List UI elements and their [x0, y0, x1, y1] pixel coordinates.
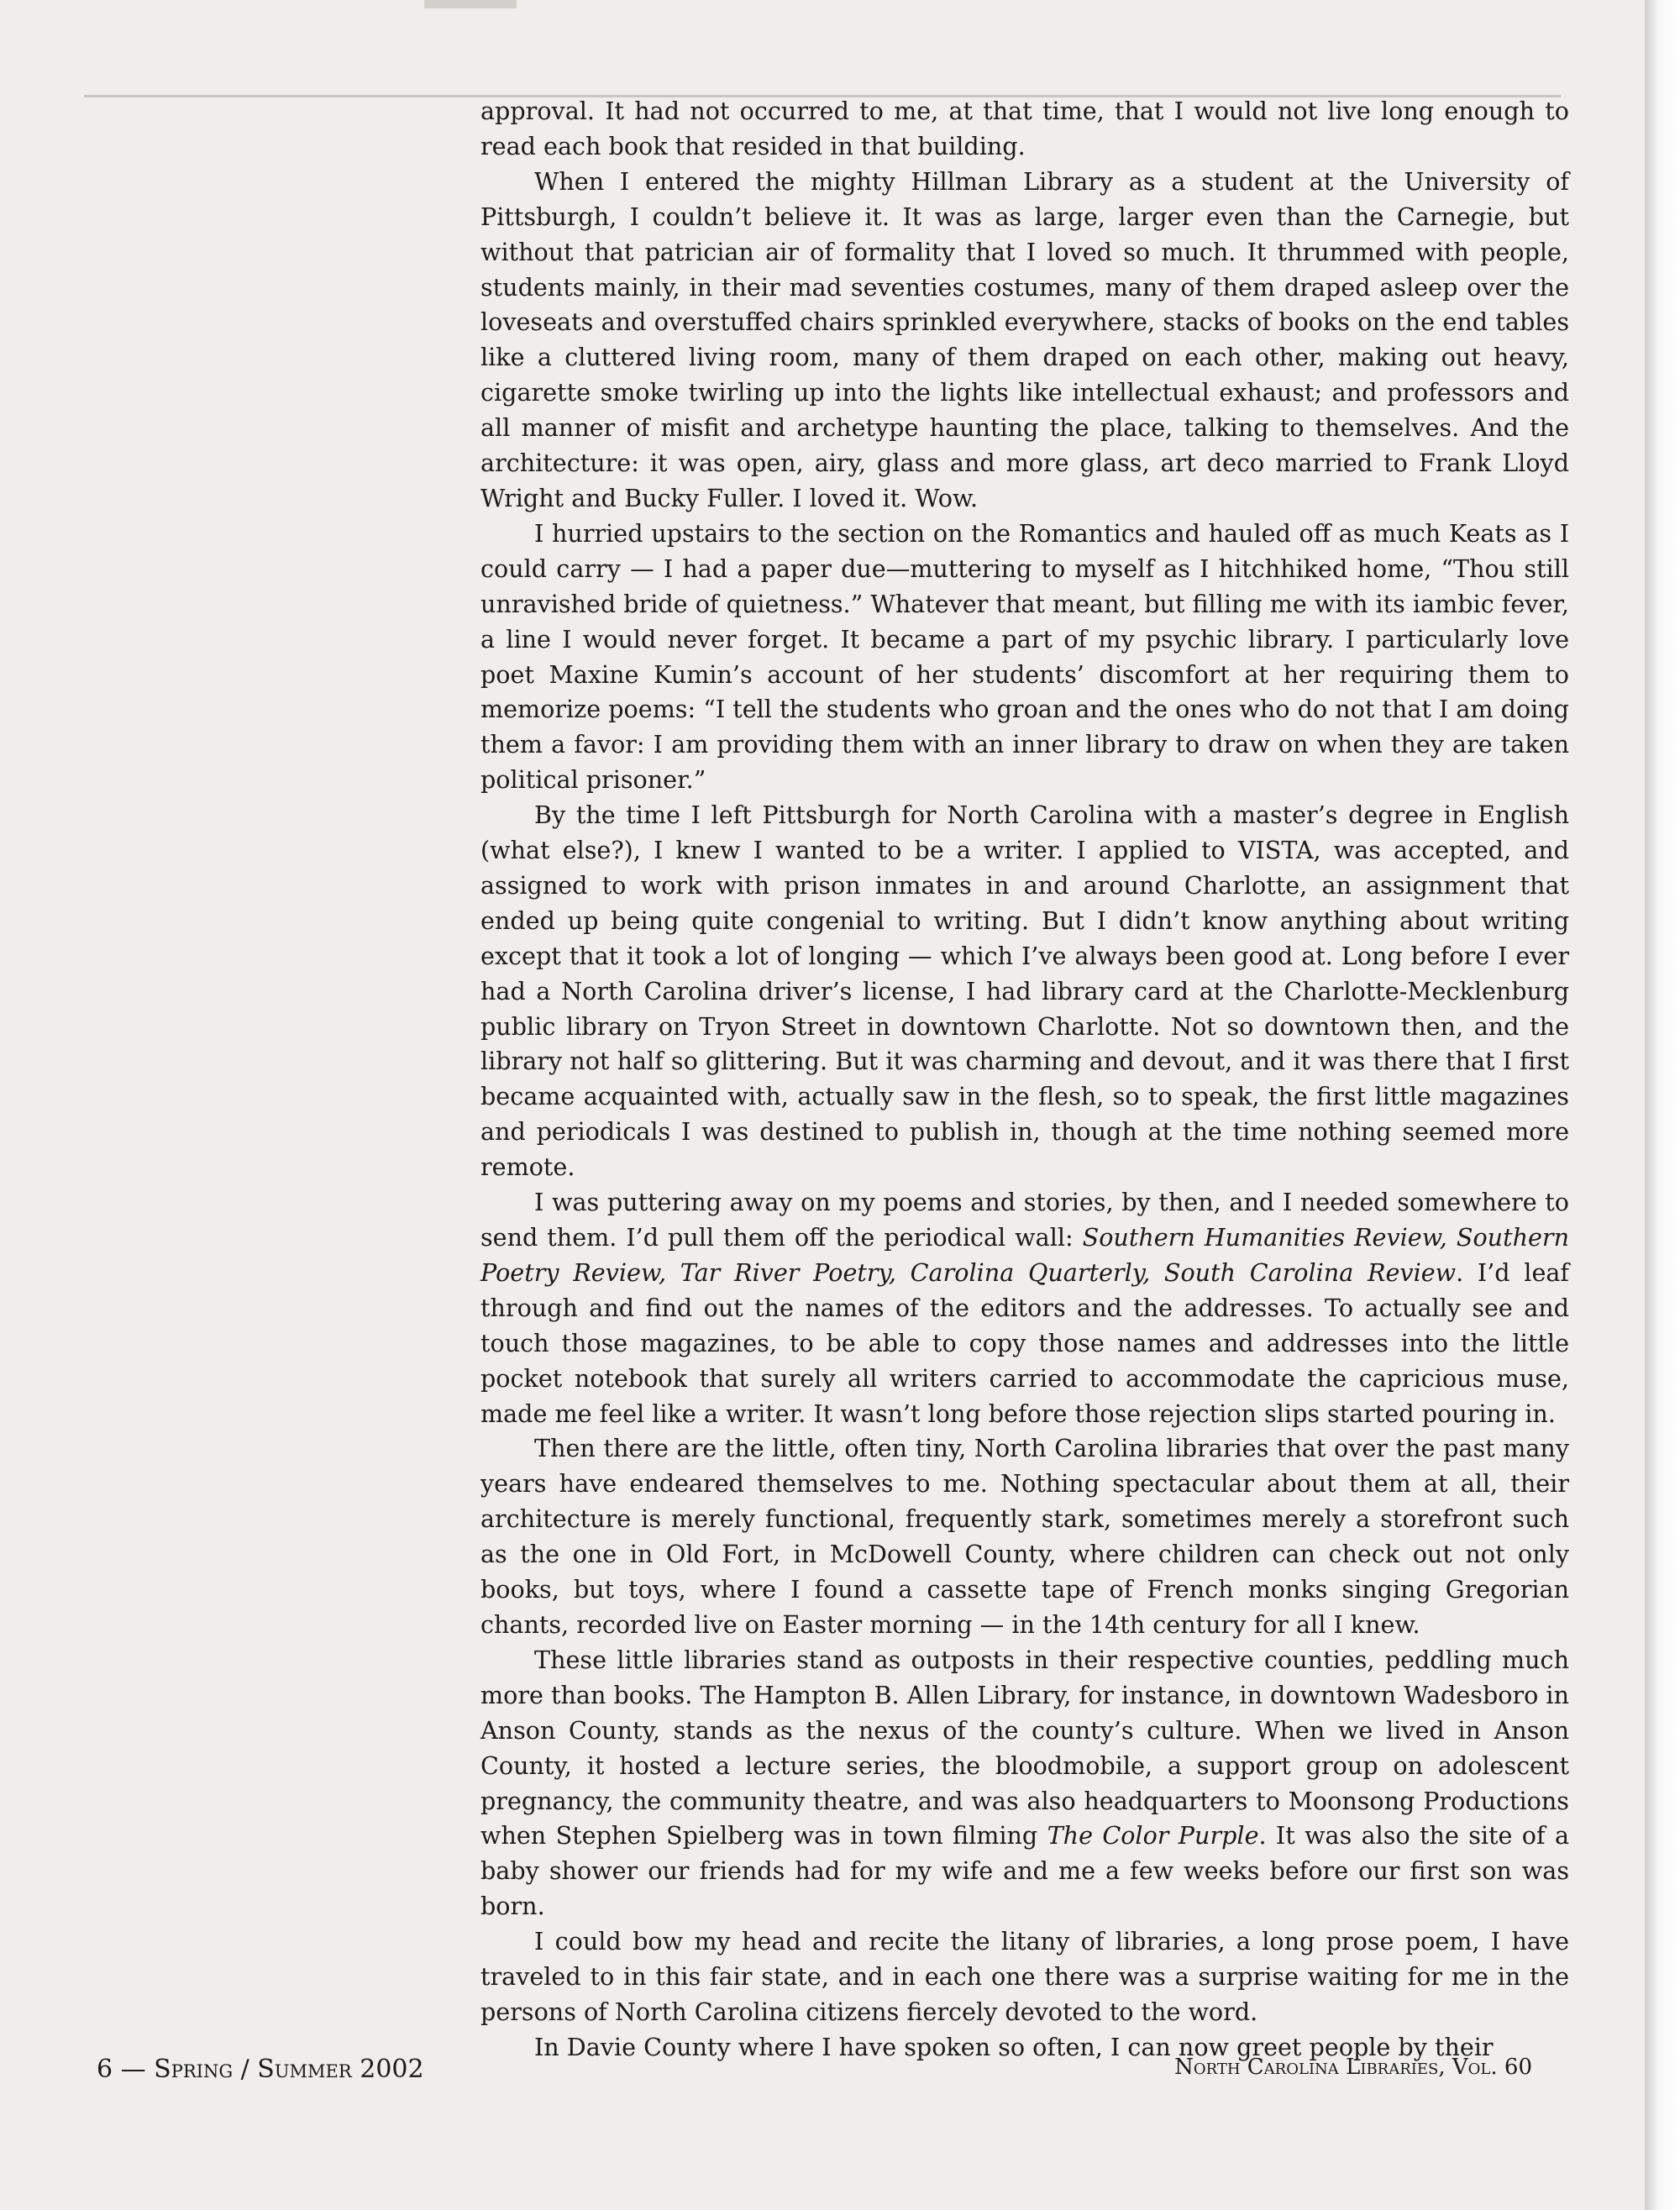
paragraph-1: approval. It had not occurred to me, at that time, that I would not live long enough to read each book that resided in that building. [480, 97, 1569, 160]
paragraph-6: Then there are the little, often tiny, North Carolina libraries that over the past many years have endeared themselves to me. Nothing spectacular about them at all, their architecture is merely functional, frequently stark, sometimes merely a storefront such as the one in Old Fort, in McDowell County, where children can check out not only books, but toys, where I found a cassette tape of French monks singing Gregorian chants, recorded live on Easter morning — in the 14th century for all I knew. [480, 1434, 1569, 1639]
paragraph-4: By the time I left Pittsburgh for North Carolina with a master’s degree in English (what else?), I knew I wanted to be a writer. I applied to VISTA, was accepted, and assigned to work with prison inmates in and around Charlotte, an assignment that ended up being quite congenial to writing. But I didn’t know anything about writing except that it took a lot of longing — which I’ve always been good at. Long before I ever had a North Carolina driver’s license, I had library card at the Charlotte-Mecklenburg public library on Tryon Street in downtown Charlotte. Not so downtown then, and the library not half so glittering. But it was charming and devout, and it was there that I first became acquainted with, actually saw in the flesh, so to speak, the first little magazines and periodicals I was destined to publish in, though at the time nothing seemed more remote. [480, 801, 1569, 1182]
paragraph-5-magazine-titles: Southern Humanities Review, Southern Poetry Review, Tar River Poetry, Carolina Quarterly, South Carolina Review [480, 1223, 1569, 1287]
bleed-through-fragment [424, 0, 517, 8]
paragraph-5-text-end: . I’d leaf through and find out the names of the editors and the addresses. To actually see and touch those magazines, to be able to copy those names and addresses into the little pocket notebook that surely all writers carried to accommodate the capricious muse, made me feel like a writer. It wasn’t long before those rejection slips started pouring in. [480, 1257, 1569, 1428]
paragraph-2: When I entered the mighty Hillman Library as a student at the University of Pittsburgh, I couldn’t believe it. It was as large, larger even than the Carnegie, but without that patrician air of formality that I loved so much. It thrummed with people, students mainly, in their mad seventies costumes, many of them draped asleep over the loveseats and overstuffed chairs sprinkled everywhere, stacks of books on the end tables like a cluttered living room, many of them draped on each other, making out heavy, cigarette smoke twirling up into the lights like intellectual exhaust; and professors and all manner of misfit and archetype haunting the place, talking to themselves. And the architecture: it was open, airy, glass and more glass, art deco married to Frank Lloyd Wright and Bucky Fuller. I loved it. Wow. [480, 166, 1569, 512]
paragraph-7-text-end: . It was also the site of a baby shower our friends had for my wife and me a few weeks before our first son was born. [480, 1821, 1569, 1921]
paragraph-7 [480, 1643, 1569, 1924]
paragraph-5 [480, 1185, 1569, 1431]
paragraph-3: I hurried upstairs to the section on the Romantics and hauled off as much Keats as I could carry — I had a paper due—muttering to myself as I hitchhiked home, “Thou still unravished bride of quietness.” Whatever that meant, but filling me with its iambic fever, a line I would never forget. It became a part of my psychic library. I particularly love poet Maxine Kumin’s account of her students’ discomfort at her requiring them to memorize poems: “I tell the students who groan and the ones who do not that I am doing them a favor: I am providing them with an inner library to draw on when they are taken political prisoner.” [480, 518, 1569, 795]
article-body [480, 94, 1569, 2066]
paragraph-7-text: These little libraries stand as outposts in their respective counties, peddling much more than books. The Hampton B. Allen Library, for instance, in downtown Wadesboro in Anson County, stands as the nexus of the county’s culture. When we lived in Anson County, it hosted a lecture series, the bloodmobile, a support group on adolescent pregnancy, the community theatre, and was also headquarters to Moonsong Productions when Stephen Spielberg was in town filming [480, 1645, 1569, 1850]
paragraph-9: In Davie County where I have spoken so often, I can now greet people by their [534, 2032, 1494, 2061]
page-edge [1645, 0, 1680, 2210]
paragraph-8: I could bow my head and recite the litany of libraries, a long prose poem, I have traveled to in this fair state, and in each one there was a surprise waiting for me in the persons of North Carolina citizens fiercely devoted to the word. [480, 1927, 1569, 2026]
footer-left [97, 2055, 424, 2084]
journal-title: North Carolina Libraries, Vol. 60 [1174, 2055, 1532, 2080]
issue-date: — Spring / Summer 2002 [120, 2055, 424, 2084]
page-number: 6 [97, 2055, 113, 2084]
paragraph-7-film-title: The Color Purple [1047, 1821, 1259, 1850]
paragraph-5-text: I was puttering away on my poems and stories, by then, and I needed somewhere to send them. I’d pull them off the periodical wall: [480, 1188, 1569, 1252]
